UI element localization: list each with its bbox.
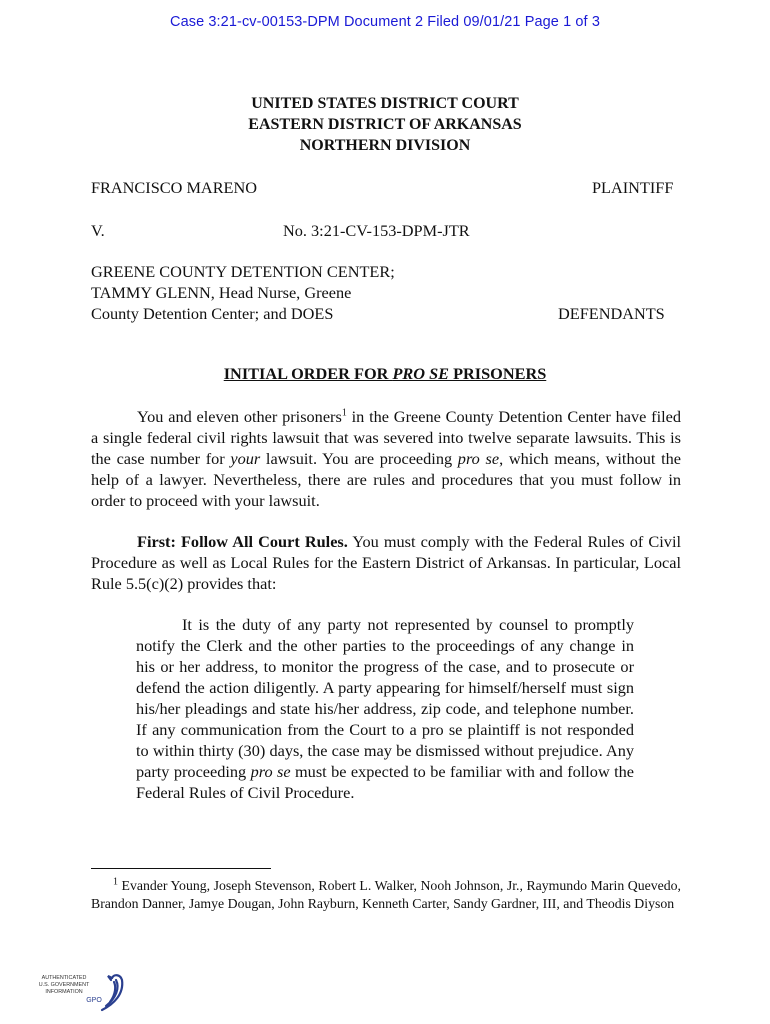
intro-text-3: lawsuit. You are proceeding <box>260 449 458 468</box>
court-district: EASTERN DISTRICT OF ARKANSAS <box>248 116 522 133</box>
eagle-icon <box>102 975 122 1010</box>
rules-text: You must comply with the Federal Rules of Civil Procedure as well as Local Rules for the Eastern District of Arkansas. In particular, Local Rule 5.5(c)(2) provides that: <box>91 532 681 593</box>
defendant-line-1: GREENE COUNTY DETENTION CENTER; <box>91 262 395 281</box>
plaintiff-name: FRANCISCO MARENO <box>91 178 258 197</box>
plaintiff-role: PLAINTIFF <box>592 178 674 197</box>
local-rule-quote <box>136 614 634 803</box>
defendant-role: DEFENDANTS <box>558 304 665 323</box>
order-title-prefix: INITIAL ORDER FOR <box>223 364 393 383</box>
paragraph-intro <box>91 406 681 511</box>
order-title <box>0 364 770 384</box>
defendant-line-3: County Detention Center; and DOES <box>91 304 334 323</box>
quote-text-1: It is the duty of any party not represented by counsel to promptly notify the Clerk and the other parties to the proceedings of any change in his or her address, to monitor the progress of the case, and to prosecute or defend the action diligently. A party appearing for himself/herself must sign his/her pleadings and state his/her address, zip code, and telephone number. If any communication from the Court to a pro se plaintiff is not responded to within thirty (30) days, the case may be dismissed without prejudice. Any party proceeding <box>136 615 634 781</box>
defendant-line-2: TAMMY GLENN, Head Nurse, Greene <box>91 283 352 302</box>
case-header-stamp: Case 3:21-cv-00153-DPM Document 2 Filed 09/01/21 Page 1 of 3 <box>170 14 600 30</box>
footnote-reference: 1 <box>341 407 347 419</box>
intro-text-4: , which means, without the help of a lawyer. Nevertheless, there are rules and procedures that you must follow in order to proceed with your lawsuit. <box>91 449 681 510</box>
footnote-mark: 1 <box>113 876 118 888</box>
gpo-authentication-seal <box>38 970 130 1014</box>
footnote-text: Evander Young, Joseph Stevenson, Robert L. Walker, Nooh Johnson, Jr., Raymundo Marin Quevedo, Brandon Danner, Jamye Dougan, John Rayburn, Kenneth Carter, Sandy Gardner, III, and Theodis Diyson <box>91 878 681 911</box>
seal-line-2: U.S. GOVERNMENT <box>38 982 90 988</box>
court-name: UNITED STATES DISTRICT COURT <box>251 95 519 112</box>
order-title-suffix: PRISONERS <box>449 364 547 383</box>
intro-italic-pro-se: pro se <box>457 449 500 468</box>
intro-text-1: You and eleven other prisoners <box>137 407 342 426</box>
quote-text-2: must be expected to be familiar with and follow the Federal Rules of Civil Procedure. <box>136 762 635 802</box>
case-number: No. 3:21-CV-153-DPM-JTR <box>283 221 470 240</box>
order-title-italic: PRO SE <box>392 364 449 383</box>
footnote <box>91 877 681 913</box>
seal-line-4: GPO <box>86 997 102 1004</box>
quote-italic-pro-se: pro se <box>250 762 291 781</box>
rules-heading: First: Follow All Court Rules. <box>137 532 348 551</box>
footnote-divider <box>91 868 271 869</box>
seal-line-3: INFORMATION <box>45 989 83 995</box>
intro-italic-your: your <box>230 449 261 468</box>
versus-label: V. <box>91 221 105 240</box>
paragraph-court-rules <box>91 531 681 594</box>
seal-line-1: AUTHENTICATED <box>41 975 87 981</box>
court-division: NORTHERN DIVISION <box>299 137 471 154</box>
intro-text-2: in the Greene County Detention Center have filed a single federal civil rights lawsuit that was severed into twelve separate lawsuits. This is the case number for <box>91 407 682 468</box>
court-heading <box>0 93 770 156</box>
